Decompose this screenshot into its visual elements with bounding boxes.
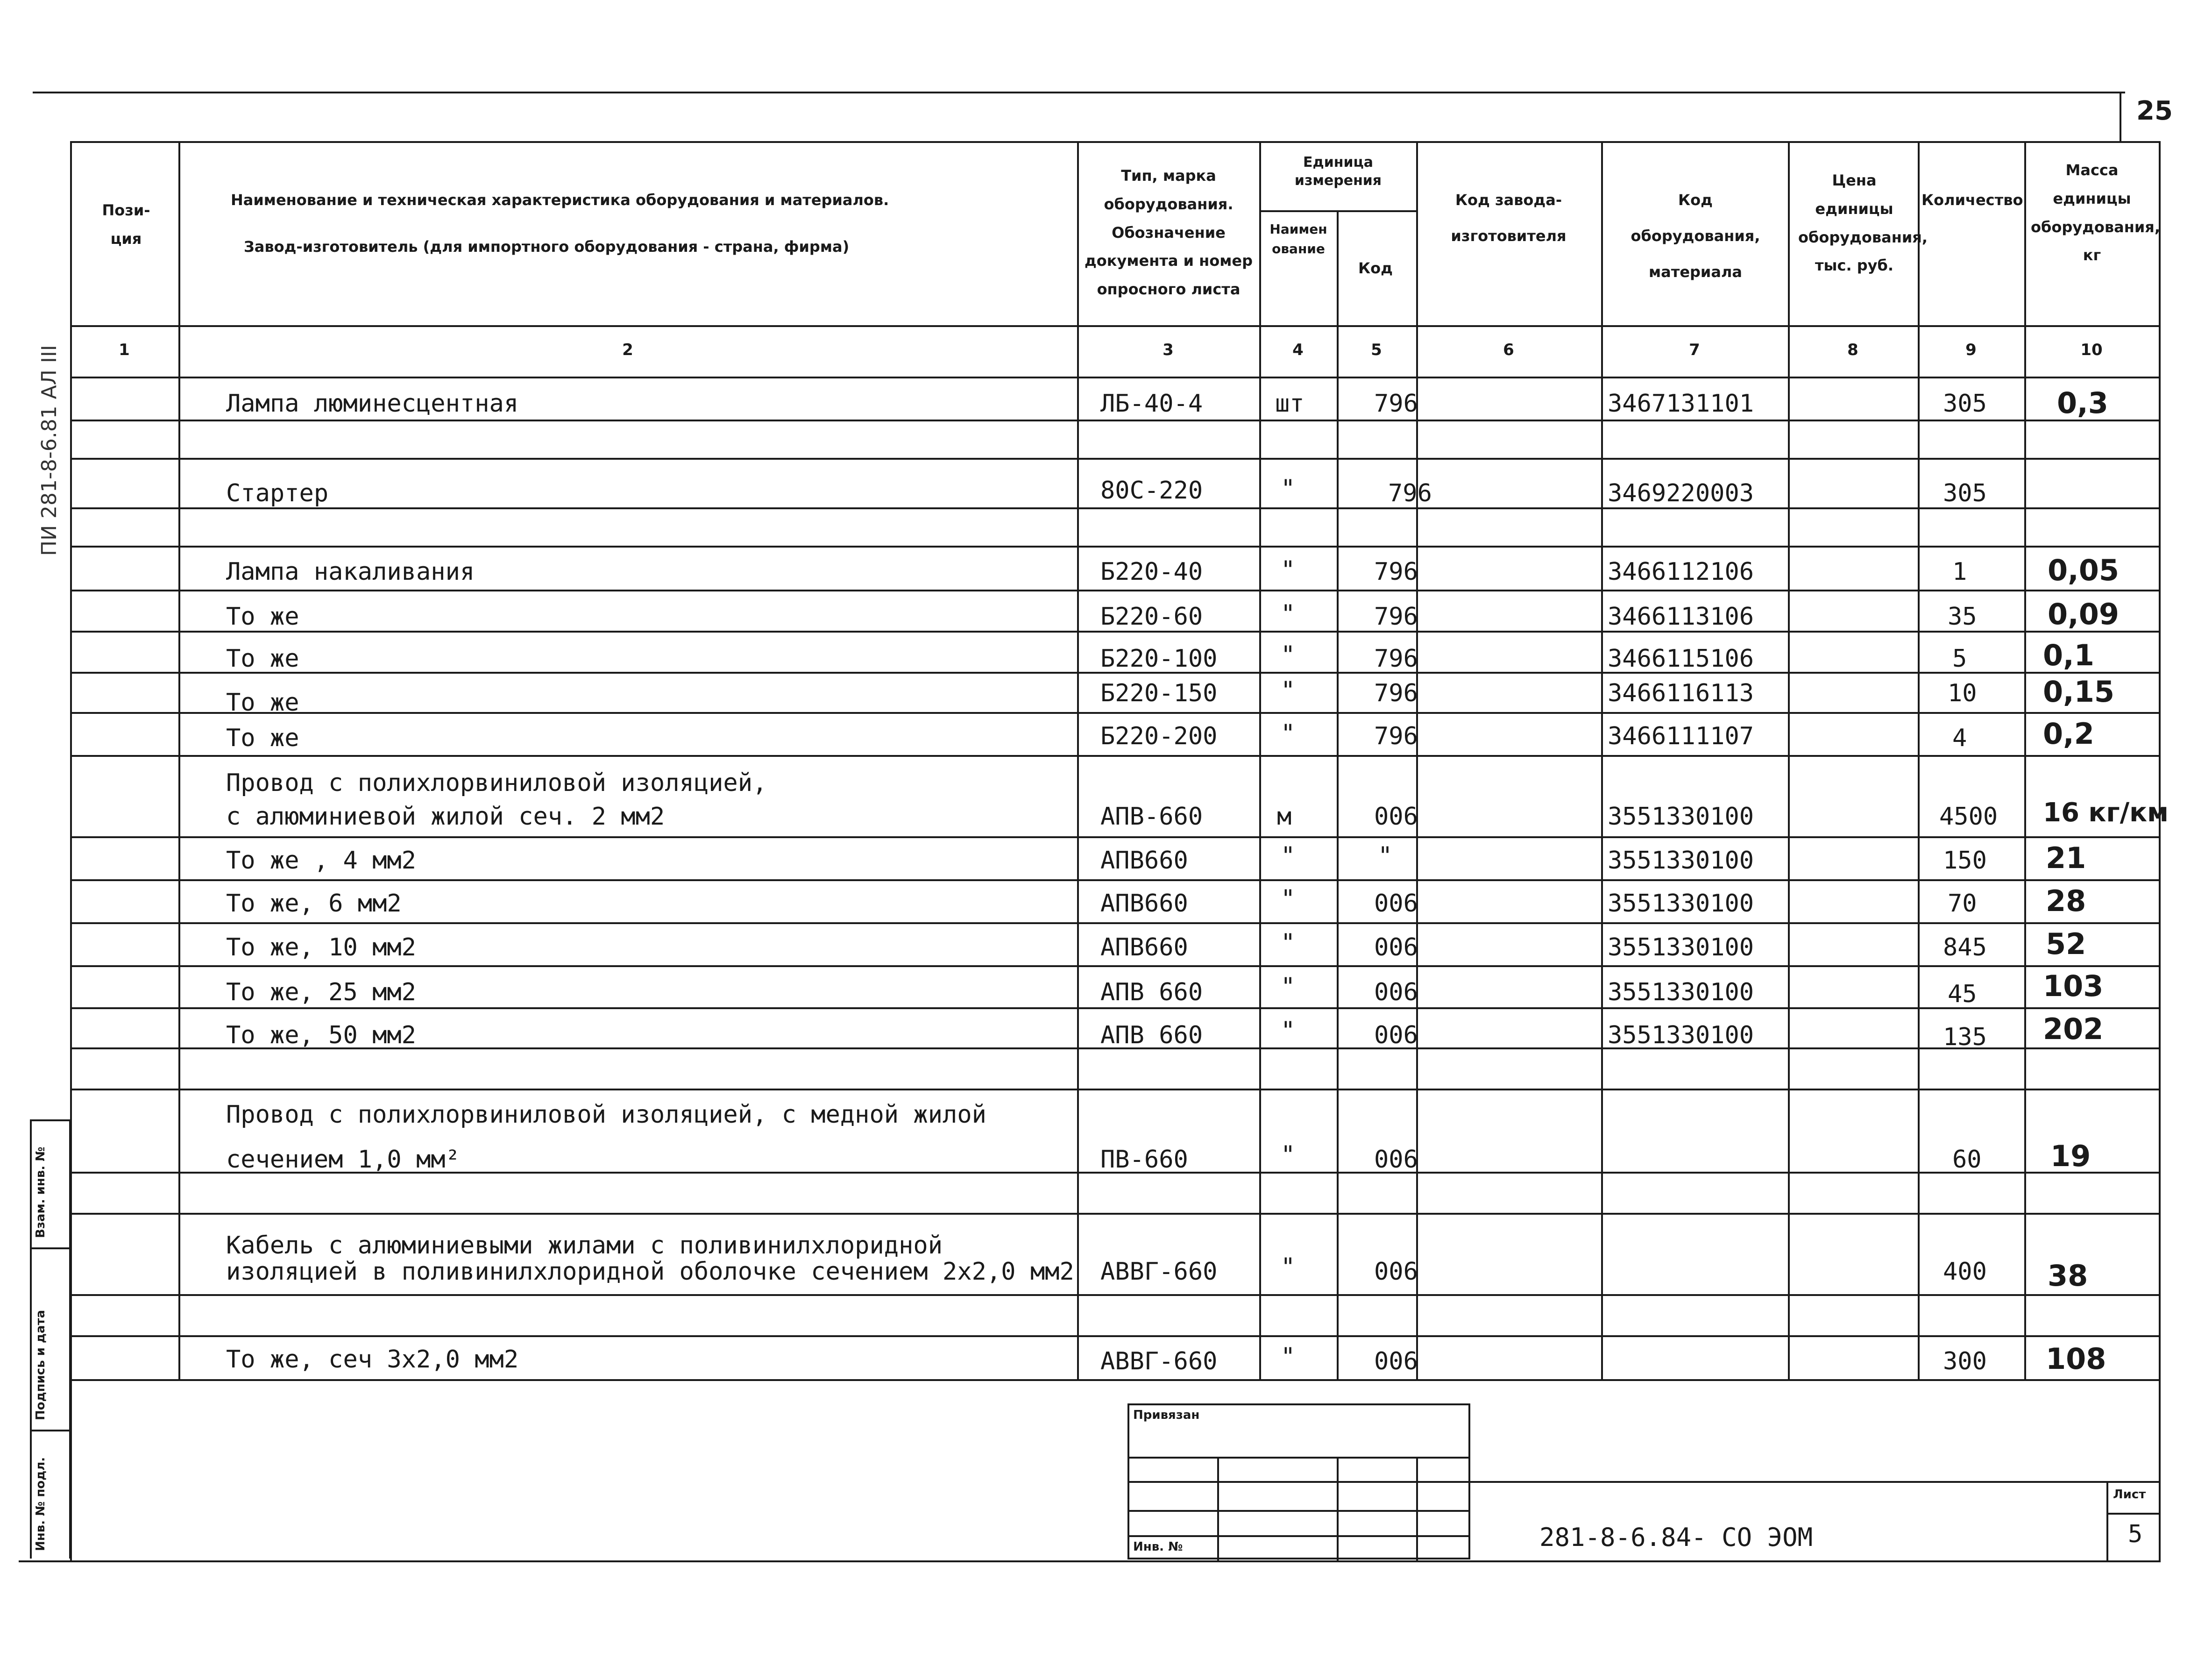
row-3-type: Б220-60: [1100, 603, 1203, 631]
row-17-mass: 38: [2048, 1259, 2088, 1293]
table-right-border: [2159, 141, 2161, 1561]
row-12-qty: 45: [1948, 980, 1977, 1008]
row-10-mass: 28: [2046, 884, 2086, 918]
row-8-code: 006: [1374, 803, 1418, 831]
row-0-unit: шт: [1275, 390, 1305, 418]
row-6-unit: ": [1281, 719, 1296, 748]
row-8-qty: 4500: [1939, 803, 1998, 831]
sheet-box-left: [2120, 92, 2121, 143]
colnum-3: 3: [1163, 341, 1174, 359]
row-4-code: 796: [1374, 645, 1418, 673]
row-11-qty: 845: [1943, 933, 1987, 961]
row-0-qty: 305: [1943, 390, 1987, 418]
hdr-unit-code: Код: [1358, 259, 1393, 277]
row-0-mass: 0,3: [2057, 386, 2108, 420]
row-9-mass: 21: [2046, 841, 2086, 875]
row-15-code: 006: [1374, 1146, 1418, 1174]
row-11-type: АПВ660: [1100, 933, 1188, 961]
row-17-name: изоляцией в поливинилхлоридной оболочке сечением 2х2,0 мм2: [226, 1258, 1074, 1286]
row-18-unit: ": [1281, 1343, 1296, 1371]
side-label-inv: Инв. № подл.: [34, 1457, 48, 1551]
row-8-type: АПВ-660: [1100, 803, 1203, 831]
row-12-type: АПВ 660: [1100, 978, 1203, 1006]
colnum-1: 1: [119, 341, 130, 359]
row-2-code: 796: [1374, 558, 1418, 586]
row-10-name: То же, 6 мм2: [226, 890, 402, 918]
row-4-mass: 0,1: [2043, 638, 2094, 672]
row-17-qty: 400: [1943, 1258, 1987, 1286]
row-11-mat: 3551330100: [1608, 933, 1754, 961]
hdr-unit-group: Единица измерения: [1294, 154, 1382, 189]
row-13-type: АПВ 660: [1100, 1021, 1203, 1049]
row-4-unit: ": [1281, 641, 1296, 669]
side-label-vzam: Взам. инв. №: [34, 1146, 48, 1238]
row-5-mat: 3466116113: [1608, 679, 1754, 707]
hdr-quantity: Количество: [1921, 191, 2023, 209]
row-3-name: То же: [226, 603, 299, 631]
row-18-name: То же, сеч 3х2,0 мм2: [226, 1346, 519, 1374]
colnum-7: 7: [1689, 341, 1700, 359]
colnum-5: 5: [1371, 341, 1382, 359]
row-8-name: с алюминиевой жилой сеч. 2 мм2: [226, 803, 665, 831]
row-10-mat: 3551330100: [1608, 890, 1754, 918]
table-top-border: [70, 141, 2161, 143]
row-12-name: То же, 25 мм2: [226, 978, 416, 1006]
colnum-10: 10: [2080, 341, 2103, 359]
side-stamp: ПИ 281-8-6.81 АЛ III: [37, 345, 61, 556]
row-16-name: Кабель с алюминиевыми жилами с поливинилхлоридной: [226, 1232, 943, 1260]
row-10-type: АПВ660: [1100, 890, 1188, 918]
row-0-mat: 3467131101: [1608, 390, 1754, 418]
header-bottom: [70, 325, 2161, 327]
table-bottom: [70, 1379, 2161, 1381]
row-9-name: То же , 4 мм2: [226, 847, 416, 875]
row-18-qty: 300: [1943, 1347, 1987, 1375]
row-15-name: сечением 1,0 мм²: [226, 1146, 460, 1174]
row-2-mat: 3466112106: [1608, 558, 1754, 586]
row-2-mass: 0,05: [2048, 553, 2119, 587]
colnum-bottom: [70, 377, 2161, 378]
row-3-unit: ": [1281, 600, 1296, 628]
row-4-qty: 5: [1952, 645, 1967, 673]
row-1-unit: ": [1281, 475, 1296, 503]
row-13-mat: 3551330100: [1608, 1021, 1754, 1049]
row-2-unit: ": [1281, 556, 1296, 584]
hdr-name-line2: Завод-изготовитель (для импортного оборудования - страна, фирма): [244, 238, 850, 256]
row-9-type: АПВ660: [1100, 847, 1188, 875]
row-3-mass: 0,09: [2048, 597, 2119, 631]
row-17-code: 006: [1374, 1258, 1418, 1286]
row-13-name: То же, 50 мм2: [226, 1021, 416, 1049]
row-11-mass: 52: [2046, 927, 2086, 961]
hdr-price: Цена единицы оборудования, тыс. руб.: [1798, 171, 1928, 275]
row-7-name: Провод с полихлорвиниловой изоляцией,: [226, 769, 767, 797]
row-0-code: 796: [1374, 390, 1418, 418]
row-15-unit: ": [1281, 1141, 1296, 1169]
row-12-mat: 3551330100: [1608, 978, 1754, 1006]
row-5-qty: 10: [1948, 679, 1977, 707]
row-18-mass: 108: [2046, 1342, 2106, 1376]
sheet-number-top: 25: [2136, 96, 2173, 126]
row-4-mat: 3466115106: [1608, 645, 1754, 673]
hdr-mass: Масса единицы оборудования, кг: [2031, 161, 2160, 264]
row-5-mass: 0,15: [2043, 675, 2114, 709]
row-13-unit: ": [1281, 1017, 1296, 1045]
row-5-name: То же: [226, 689, 299, 717]
row-12-mass: 103: [2043, 969, 2104, 1003]
inv-number-label: Инв. №: [1133, 1540, 1183, 1554]
row-13-code: 006: [1374, 1021, 1418, 1049]
top-border: [33, 92, 2125, 93]
sheet-number: 5: [2128, 1520, 2143, 1548]
row-3-qty: 35: [1948, 603, 1977, 631]
row-13-mass: 202: [2043, 1012, 2104, 1046]
row-14-name: Провод с полихлорвиниловой изоляцией, с медной жилой: [226, 1101, 986, 1129]
row-9-qty: 150: [1943, 847, 1987, 875]
row-0-name: Лампа люминесцентная: [226, 390, 519, 418]
row-5-unit: ": [1281, 676, 1296, 705]
row-6-name: То же: [226, 724, 299, 752]
row-9-code: ": [1378, 842, 1393, 870]
row-3-code: 796: [1374, 603, 1418, 631]
row-17-type: АВВГ-660: [1100, 1258, 1218, 1286]
row-4-name: То же: [226, 645, 299, 673]
document-code: 281-8-6.84- СО ЭОМ: [1539, 1523, 1813, 1552]
row-1-type: 80С-220: [1100, 477, 1203, 505]
hdr-material-code: Код оборудования, материала: [1631, 191, 1760, 281]
colnum-8: 8: [1847, 341, 1858, 359]
row-2-qty: 1: [1952, 558, 1967, 586]
row-5-type: Б220-150: [1100, 679, 1218, 707]
row-13-qty: 135: [1943, 1023, 1987, 1051]
row-6-mass: 0,2: [2043, 717, 2094, 751]
row-12-unit: ": [1281, 973, 1296, 1001]
sheet-label: Лист: [2113, 1488, 2146, 1502]
row-5-code: 796: [1374, 679, 1418, 707]
row-6-mat: 3466111107: [1608, 722, 1754, 750]
colnum-4: 4: [1292, 341, 1304, 359]
row-18-type: АВВГ-660: [1100, 1347, 1218, 1375]
hdr-name-line1: Наименование и техническая характеристика оборудования и материалов.: [231, 191, 889, 209]
title-block-top: [1470, 1481, 2161, 1483]
row-8-mat: 3551330100: [1608, 803, 1754, 831]
row-18-code: 006: [1374, 1347, 1418, 1375]
row-15-mass: 19: [2050, 1139, 2091, 1173]
row-6-type: Б220-200: [1100, 722, 1218, 750]
side-label-sign: Подпись и дата: [34, 1310, 48, 1420]
row-2-name: Лампа накаливания: [226, 558, 475, 586]
row-8-mass: 16 кг/км: [2043, 797, 2169, 828]
attached-label: Привязан: [1133, 1408, 1200, 1422]
row-10-unit: ": [1281, 885, 1296, 913]
row-6-qty: 4: [1952, 724, 1967, 752]
row-15-type: ПВ-660: [1100, 1146, 1188, 1174]
row-2-type: Б220-40: [1100, 558, 1203, 586]
row-6-code: 796: [1374, 722, 1418, 750]
hdr-factory-code: Код завода-изготовителя: [1451, 191, 1567, 245]
row-15-qty: 60: [1952, 1146, 1982, 1174]
colnum-2: 2: [622, 341, 633, 359]
row-1-qty: 305: [1943, 479, 1987, 507]
row-9-mat: 3551330100: [1608, 847, 1754, 875]
row-17-unit: ": [1281, 1253, 1296, 1281]
row-12-code: 006: [1374, 978, 1418, 1006]
page-bottom: [19, 1560, 2161, 1562]
row-1-name: Стартер: [226, 479, 329, 507]
row-8-unit: м: [1277, 803, 1292, 831]
hdr-type: Тип, марка оборудования. Обозначение документа и номер опросного листа: [1084, 167, 1253, 299]
row-11-unit: ": [1281, 929, 1296, 957]
row-3-mat: 3466113106: [1608, 603, 1754, 631]
hdr-unit-name: Наименование: [1269, 221, 1327, 256]
colnum-6: 6: [1503, 341, 1514, 359]
row-4-type: Б220-100: [1100, 645, 1218, 673]
row-10-qty: 70: [1948, 890, 1977, 918]
row-9-unit: ": [1281, 842, 1296, 870]
row-11-code: 006: [1374, 933, 1418, 961]
row-0-type: ЛБ-40-4: [1100, 390, 1203, 418]
row-1-mat: 3469220003: [1608, 479, 1754, 507]
colnum-9: 9: [1965, 341, 1977, 359]
row-10-code: 006: [1374, 890, 1418, 918]
row-11-name: То же, 10 мм2: [226, 933, 416, 961]
row-1-code: 796: [1388, 479, 1432, 507]
side-strip-left: [30, 1119, 32, 1559]
hdr-position: Пози-ция: [102, 201, 150, 248]
